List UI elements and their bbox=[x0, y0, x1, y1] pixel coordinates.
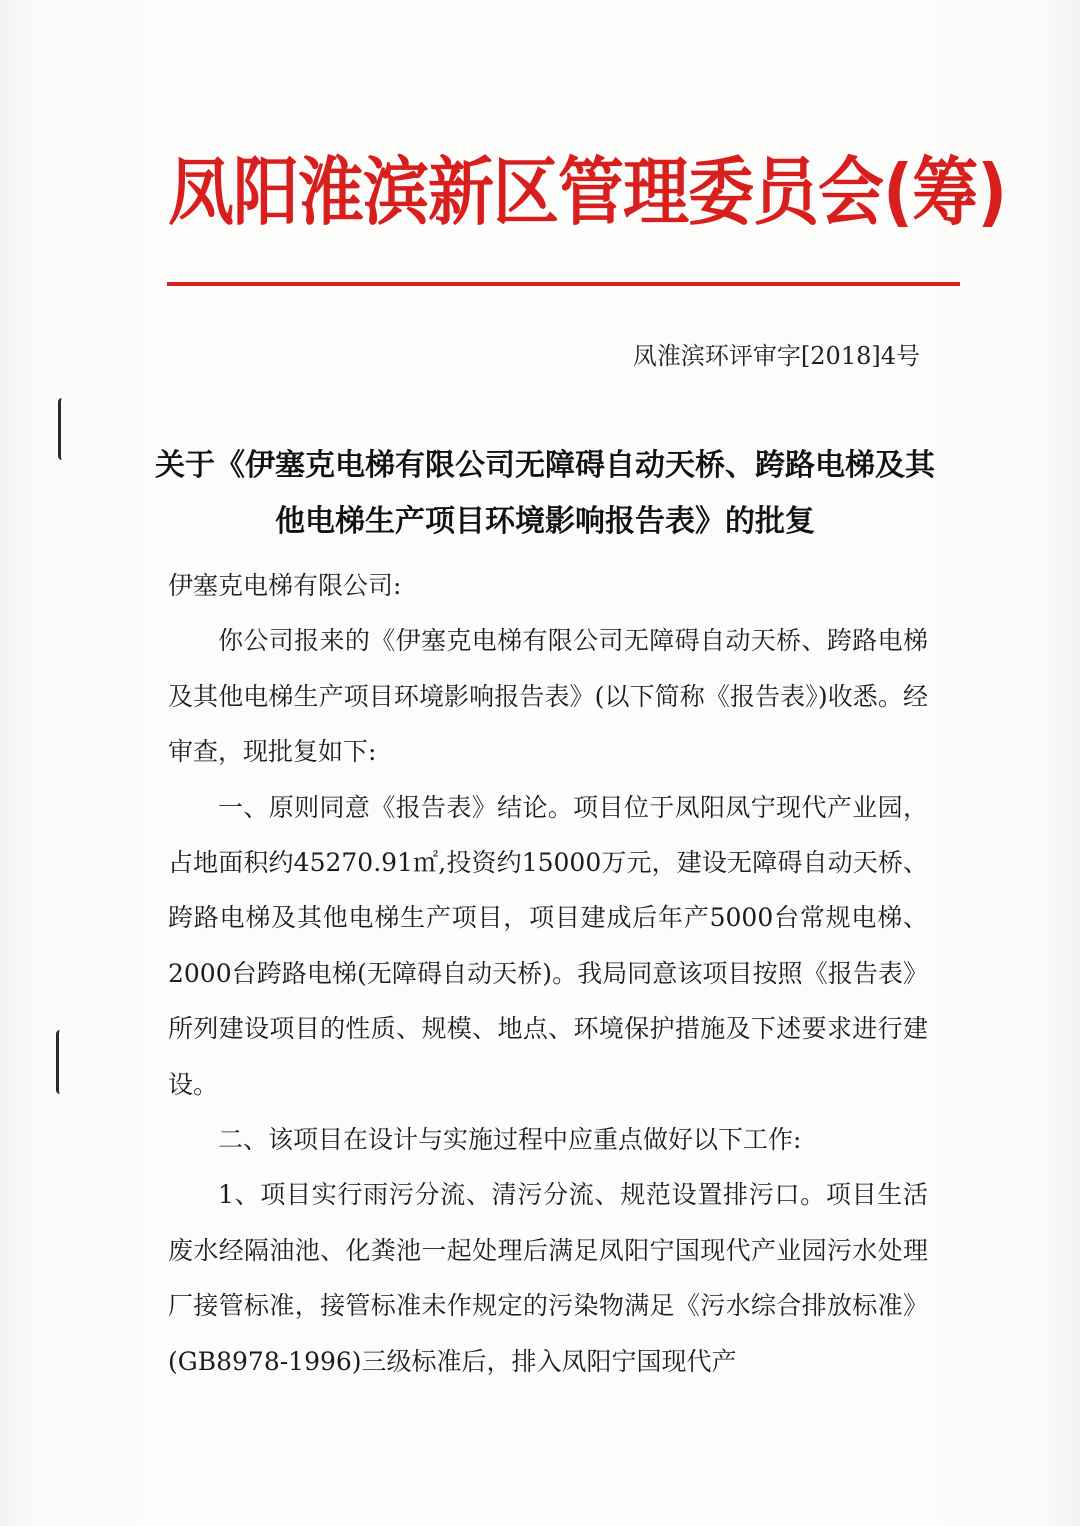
letterhead-title: 凤阳淮滨新区管理委员会(筹) bbox=[168, 149, 1007, 236]
document-subject: 关于《伊塞克电梯有限公司无障碍自动天桥、跨路电梯及其他电梯生产项目环境影响报告表》的批复 bbox=[155, 448, 935, 539]
binding-hole-mark-bottom bbox=[56, 1030, 67, 1094]
body-paragraph-3: 二、该项目在设计与实施过程中应重点做好以下工作: bbox=[218, 1125, 802, 1155]
recipient-line: 伊塞克电梯有限公司: bbox=[168, 571, 402, 600]
document-body bbox=[168, 558, 928, 1389]
body-paragraph-4: 1、项目实行雨污分流、清污分流、规范设置排污口。项目生活废水经隔油池、化粪池一起处理后满足凤阳宁国现代产业园污水处理厂接管标准，接管标准未作规定的污染物满足《污水综合排放标准》(GB8978-1996)三级标准后，排入凤阳宁国现代产 bbox=[168, 1180, 928, 1376]
document-number: 凤淮滨环评审字[2018]4号 bbox=[632, 342, 920, 370]
letterhead-rule bbox=[167, 282, 960, 286]
binding-hole-mark-top bbox=[58, 398, 69, 460]
body-paragraph-2: 一、原则同意《报告表》结论。项目位于凤阳凤宁现代产业园，占地面积约45270.91㎡,投资约15000万元，建设无障碍自动天桥、跨路电梯及其他电梯生产项目，项目建成后年产5000台常规电梯、2000台跨路电梯(无障碍自动天桥)。我局同意该项目按照《报告表》所列建设项目的性质、规模、地点、环境保护措施及下述要求进行建设。 bbox=[168, 792, 928, 1099]
body-paragraph-1: 你公司报来的《伊塞克电梯有限公司无障碍自动天桥、跨路电梯及其他电梯生产项目环境影响报告表》(以下简称《报告表》)收悉。经审查，现批复如下: bbox=[168, 626, 928, 767]
